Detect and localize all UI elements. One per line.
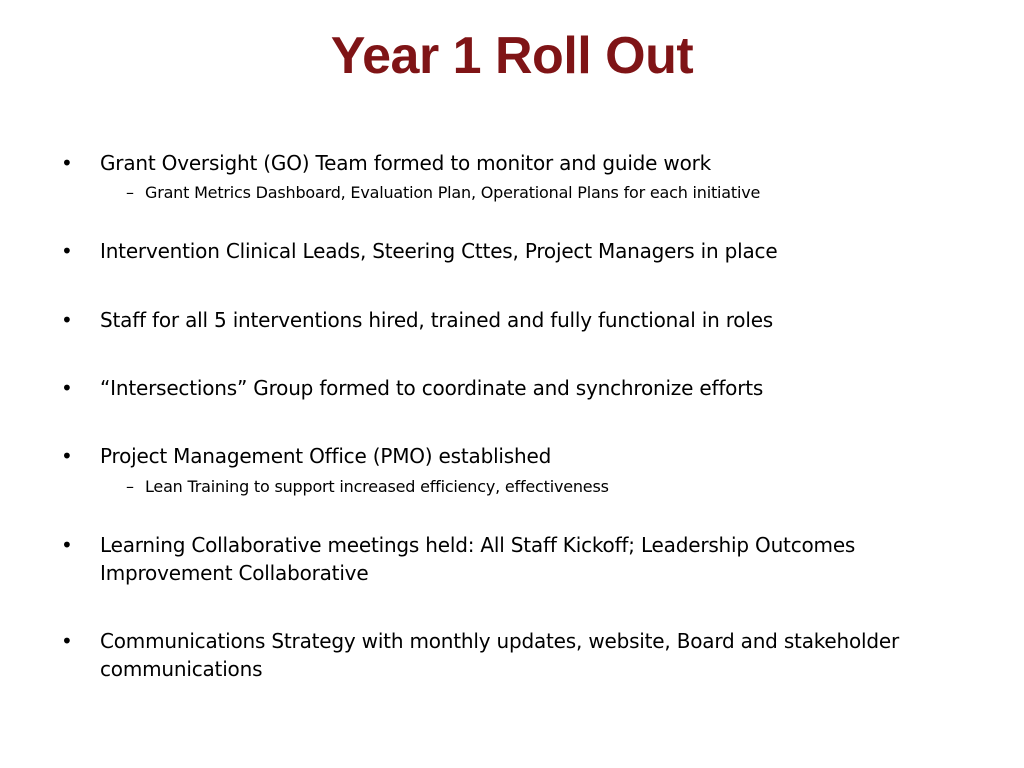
sub-bullet-marker: –	[126, 477, 134, 496]
bullet-marker: •	[61, 629, 73, 653]
bullet-text: Learning Collaborative meetings held: All Staff Kickoff; Leadership Outcomes Improvement Collaborative	[100, 533, 856, 585]
bullet-text: Staff for all 5 interventions hired, trained and fully functional in roles	[100, 308, 774, 332]
bullet-marker: •	[61, 533, 73, 557]
bullet-text: “Intersections” Group formed to coordinate and synchronize efforts	[100, 376, 764, 400]
bullet-marker: •	[61, 239, 73, 263]
slide-title: Year 1 Roll Out	[330, 27, 694, 85]
sub-bullet-text: Lean Training to support increased efficiency, effectiveness	[145, 477, 609, 496]
bullet-text: Intervention Clinical Leads, Steering Cttes, Project Managers in place	[100, 239, 778, 263]
sub-bullet-marker: –	[126, 183, 134, 202]
bullet-marker: •	[61, 151, 73, 175]
bullet-marker: •	[61, 444, 73, 468]
bullet-text: Communications Strategy with monthly updates, website, Board and stakeholder communications	[100, 629, 900, 681]
sub-bullet-text: Grant Metrics Dashboard, Evaluation Plan, Operational Plans for each initiative	[145, 183, 761, 202]
bullet-text: Grant Oversight (GO) Team formed to monitor and guide work	[100, 151, 712, 175]
bullet-text: Project Management Office (PMO) established	[100, 444, 552, 468]
bullet-marker: •	[61, 308, 73, 332]
bullet-marker: •	[61, 376, 73, 400]
